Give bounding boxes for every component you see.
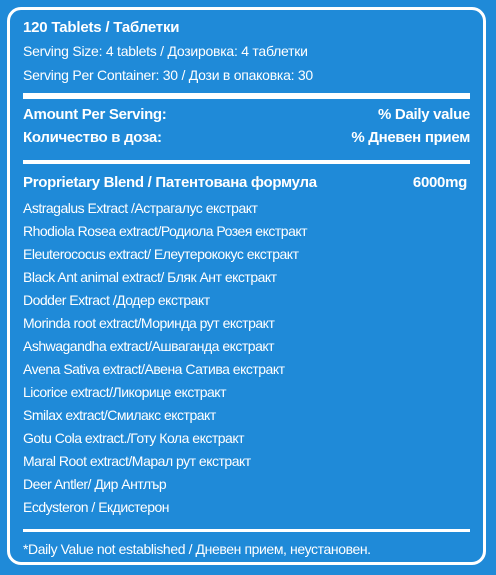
proprietary-blend-row — [23, 174, 470, 191]
list-item: Avena Sativa extract/Авена Сатива екстракт — [23, 361, 285, 377]
list-item: Rhodiola Rosea extract/Родиола Розея екстракт — [23, 223, 308, 239]
list-item: Ashwagandha extract/Ашваганда екстракт — [23, 338, 275, 354]
divider-footnote — [23, 529, 470, 532]
ingredient-list — [23, 197, 470, 519]
list-item: Dodder Extract /Додер екстракт — [23, 292, 210, 308]
serving-size: Serving Size: 4 tablets / Дозировка: 4 таблетки — [23, 43, 308, 59]
divider-amount — [23, 160, 470, 164]
amount-per-dose-label-bg: Количество в доза: — [23, 129, 162, 146]
supplement-facts-panel — [7, 7, 486, 565]
blend-name: Proprietary Blend / Патентована формула — [23, 174, 317, 191]
amount-per-serving-label: Amount Per Serving: — [23, 106, 167, 123]
product-count-title: 120 Tablets / Таблетки — [23, 19, 180, 36]
servings-per-container: Serving Per Container: 30 / Дози в опаковка: 30 — [23, 67, 313, 83]
daily-value-label: % Daily value — [378, 106, 470, 123]
daily-value-footnote: *Daily Value not established / Дневен прием, неустановен. — [23, 541, 371, 557]
list-item: Maral Root extract/Марал рут екстракт — [23, 453, 251, 469]
list-item: Ecdysteron / Екдистерон — [23, 499, 169, 515]
list-item: Eleuterococus extract/ Елеутерококус екстракт — [23, 246, 299, 262]
list-item: Licorice extract/Ликорице екстракт — [23, 384, 227, 400]
amount-header-bg — [23, 129, 470, 146]
list-item: Astragalus Extract /Астрагалус екстракт — [23, 200, 258, 216]
list-item: Morinda root extract/Моринда рут екстракт — [23, 315, 275, 331]
list-item: Black Ant animal extract/ Бляк Ант екстракт — [23, 269, 277, 285]
amount-header-en — [23, 106, 470, 123]
list-item: Smilax extract/Смилакс екстракт — [23, 407, 216, 423]
list-item: Gotu Cola extract./Готу Кола екстракт — [23, 430, 245, 446]
daily-intake-label-bg: % Дневен прием — [351, 129, 470, 146]
list-item: Deer Antler/ Дир Антлър — [23, 476, 167, 492]
blend-amount: 6000mg — [412, 174, 467, 191]
thick-divider-top — [23, 93, 470, 99]
